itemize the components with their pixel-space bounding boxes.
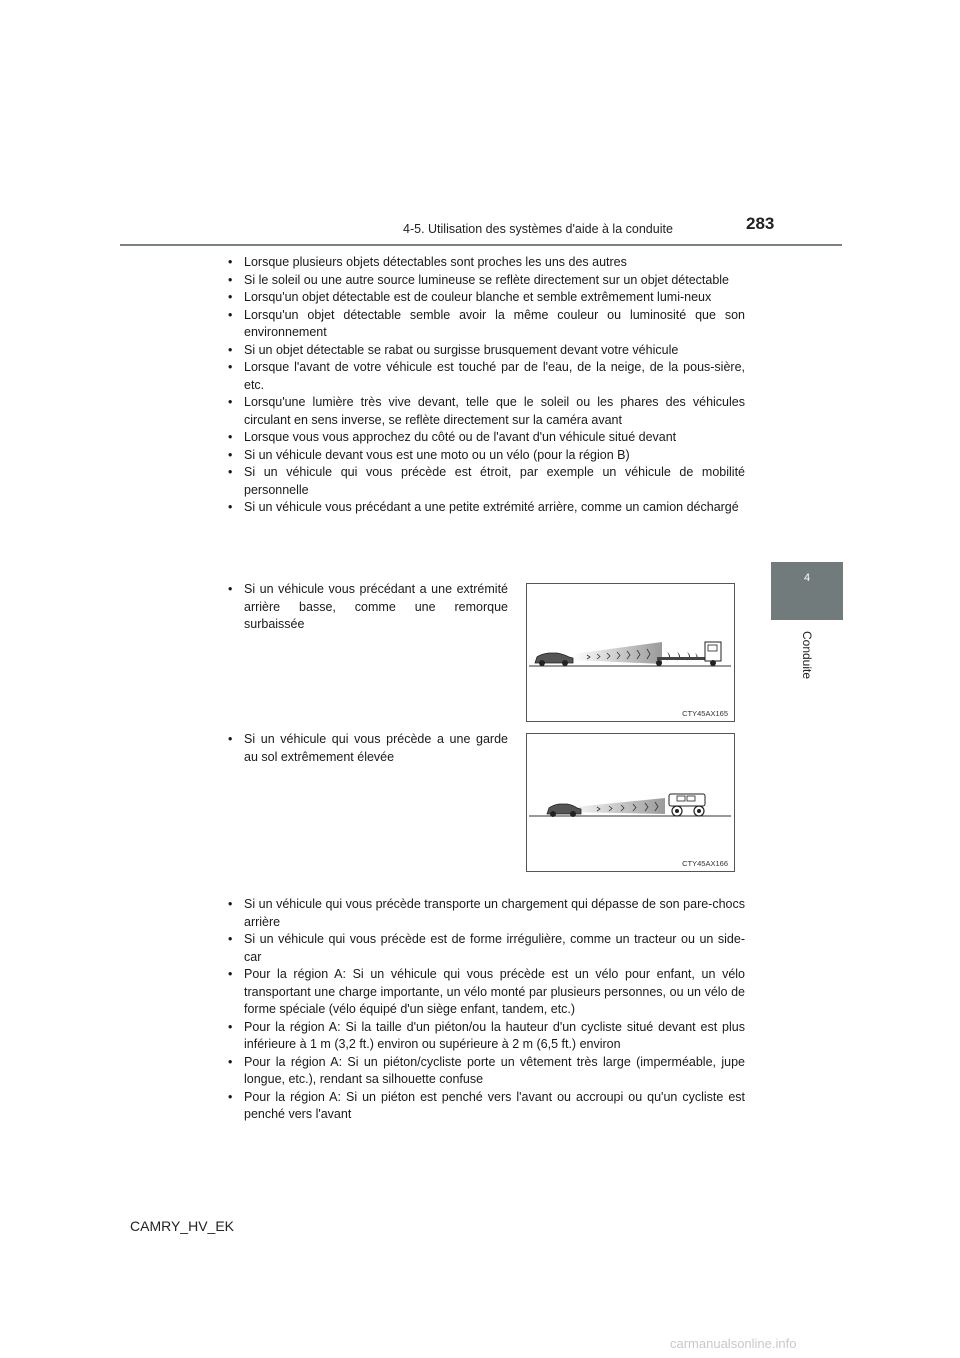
list-item: • Lorsqu'un objet détectable est de couleur blanche et semble extrêmement lumi-neux [226, 289, 745, 307]
bullet-mark: • [228, 395, 233, 409]
list-item: • Lorsque vous vous approchez du côté ou de l'avant d'un véhicule situé devant [226, 429, 745, 447]
bullet-mark: • [228, 447, 233, 462]
high-clearance-illustration [526, 733, 735, 872]
bullet-mark: • [228, 430, 233, 444]
bullet-mark: • [228, 582, 233, 596]
list-item: • Pour la région A: Si la taille d'un piéton/ou la hauteur d'un cycliste situé devant est plus inférieure à 1 m (3,2 ft.) environ ou supérieure à 2 m (6,5 ft.) environ [228, 1019, 745, 1051]
list-item: • Si le soleil ou une autre source lumineuse se reflète directement sur un objet détectable [226, 272, 745, 290]
bullet-mark: • [228, 1089, 233, 1104]
list-item: • Si un véhicule vous précédant a une petite extrémité arrière, comme un camion déchargé [226, 499, 745, 517]
list-item: • Lorsque l'avant de votre véhicule est touché par de l'eau, de la neige, de la pous-sière, etc. [228, 360, 745, 392]
header-divider [120, 244, 842, 246]
bullet-mark: • [228, 255, 233, 269]
bullet-mark: • [228, 932, 233, 946]
chapter-tab [771, 562, 843, 620]
bullet-mark: • [228, 307, 233, 322]
low-trailer-illustration [526, 583, 735, 722]
bullet-list-bottom [226, 896, 745, 1124]
list-item: • Lorsqu'une lumière très vive devant, telle que le soleil ou les phares des véhicules circulant en sens inverse, se reflète directement sur la caméra avant [228, 395, 745, 427]
page-number: 283 [746, 214, 775, 233]
list-item: • Si un véhicule vous précédant a une extrémité arrière basse, comme une remorque surbaissée [228, 582, 508, 631]
bullet-mark: • [228, 732, 233, 746]
list-item: • Si un véhicule qui vous précède est de forme irrégulière, comme un tracteur ou un side-car [228, 932, 745, 964]
list-item: • Lorsqu'un objet détectable semble avoir la même couleur ou luminosité que son environnement [228, 307, 745, 339]
list-item: • Si un véhicule qui vous précède transporte un chargement qui dépasse de son pare-chocs arrière [228, 897, 745, 929]
bullet-mark: • [228, 1054, 233, 1069]
bullet-mark: • [228, 897, 233, 911]
list-item: • Pour la région A: Si un piéton est penché vers l'avant ou accroupi ou qu'un cycliste est penché vers l'avant [228, 1089, 745, 1121]
list-item: • Si un véhicule qui vous précède est étroit, par exemple un véhicule de mobilité personnelle [228, 465, 745, 497]
car-following-suv-icon [527, 734, 734, 871]
bullet-mark: • [228, 342, 233, 357]
bullet-list-top [226, 254, 745, 517]
section-title: 4-5. Utilisation des systèmes d'aide à la conduite [403, 222, 673, 236]
figure-code: CTY45AX166 [682, 859, 728, 868]
chapter-label: Conduite [800, 630, 814, 680]
list-item: • Si un véhicule qui vous précède a une garde au sol extrêmement élevée [228, 732, 508, 764]
list-item: • Si un objet détectable se rabat ou surgisse brusquement devant votre véhicule [226, 342, 745, 360]
low-trailer-item [226, 581, 508, 634]
bullet-mark: • [228, 290, 233, 304]
list-item: • Pour la région A: Si un piéton/cycliste porte un vêtement très large (imperméable, jupe longue, etc.), rendant sa silhouette confuse [228, 1054, 745, 1086]
list-item: • Pour la région A: Si un véhicule qui vous précède est un vélo pour enfant, un vélo transportant une charge importante, un vélo monté par plusieurs personnes, ou un vélo de forme spéciale (vélo équipé d'un siège enfant, tandem, etc.) [228, 967, 745, 1016]
chapter-number: 4 [803, 572, 811, 584]
bullet-mark: • [228, 967, 233, 981]
list-item: • Lorsque plusieurs objets détectables sont proches les uns des autres [226, 254, 745, 272]
bullet-mark: • [228, 465, 233, 479]
figure-code: CTY45AX165 [682, 709, 728, 718]
bullet-mark: • [228, 272, 233, 287]
list-item: • Si un véhicule devant vous est une moto ou un vélo (pour la région B) [226, 447, 745, 465]
bullet-mark: • [228, 360, 233, 374]
model-code: CAMRY_HV_EK [130, 1218, 235, 1234]
bullet-mark: • [228, 500, 233, 514]
bullet-mark: • [228, 1019, 233, 1034]
watermark: carmanualsonline.info [670, 1336, 797, 1351]
high-clearance-item [226, 731, 508, 766]
car-following-truck-icon [527, 584, 734, 721]
